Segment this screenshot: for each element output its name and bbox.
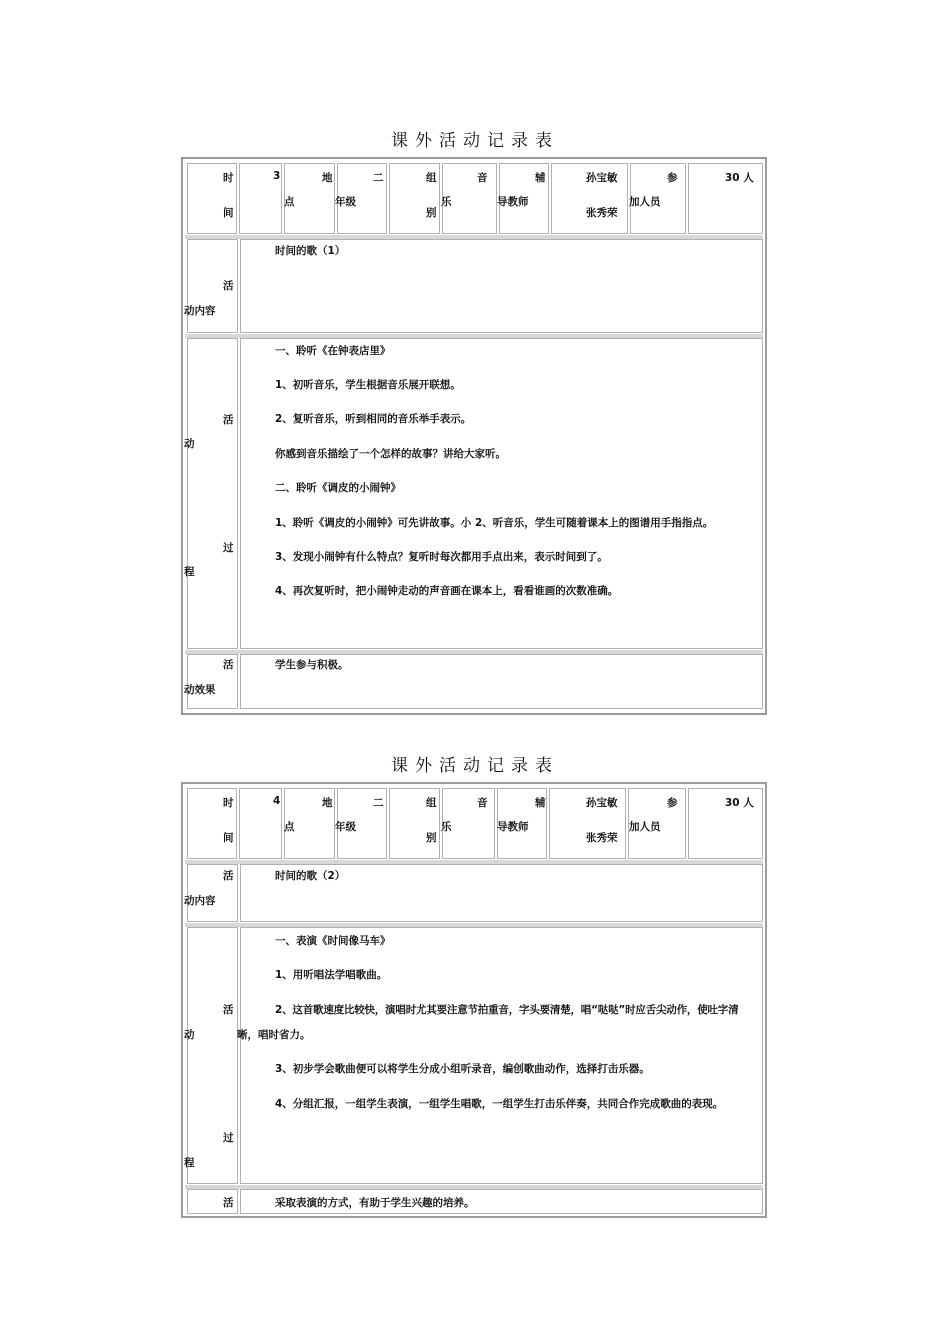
teacher-value: 张秀荣	[586, 832, 618, 844]
teacher-value: 孙宝敏	[586, 172, 618, 184]
group-label: 组	[426, 797, 437, 809]
record-title-2: 课外活动记录表	[391, 756, 559, 776]
time-label: 时	[223, 172, 234, 184]
group-value: 乐	[441, 821, 452, 833]
content-value: 时间的歌（2）	[275, 870, 346, 882]
process-label: 动	[184, 1029, 195, 1041]
content-label: 动内容	[184, 305, 216, 317]
process-value-cell	[240, 927, 763, 1184]
participants-label: 参	[667, 797, 678, 809]
place-label: 地	[322, 172, 333, 184]
place-label: 地	[322, 797, 333, 809]
process-line: 你感到音乐描绘了一个怎样的故事？讲给大家听。	[275, 448, 506, 460]
process-line: 2、复听音乐，听到相同的音乐举手表示。	[275, 413, 472, 425]
time-value: 3	[273, 170, 281, 182]
process-label: 活	[223, 1004, 234, 1016]
place-label: 点	[284, 196, 295, 208]
process-line: 1、初听音乐，学生根据音乐展开联想。	[275, 379, 461, 391]
content-label: 活	[223, 280, 234, 292]
place-value: 年级	[335, 196, 356, 208]
group-value: 乐	[441, 196, 452, 208]
effect-value: 采取表演的方式，有助于学生兴趣的培养。	[275, 1197, 475, 1209]
record-table-2	[181, 782, 767, 1218]
teacher-label: 辅	[535, 797, 546, 809]
process-label-cell	[187, 927, 238, 1184]
process-label: 程	[184, 1157, 195, 1169]
effect-value: 学生参与积极。	[275, 659, 349, 671]
group-label: 组	[426, 172, 437, 184]
group-label: 别	[426, 832, 437, 844]
teacher-label: 辅	[535, 172, 546, 184]
teacher-label: 导教师	[497, 821, 529, 833]
process-line: 2、这首歌速度比较快，演唱时尤其要注意节拍重音，字头要清楚，唱“哒哒”时应舌尖动作，使吐字清	[275, 1004, 739, 1016]
process-line: 二、聆听《调皮的小闹钟》	[275, 482, 401, 494]
effect-label: 动效果	[184, 684, 216, 696]
process-line: 4、再次复听时，把小闹钟走动的声音画在课本上，看看谁画的次数准确。	[275, 585, 619, 597]
place-label: 点	[284, 821, 295, 833]
participants-value: 30 人	[725, 172, 754, 184]
group-value: 音	[477, 172, 488, 184]
process-label: 活	[223, 414, 234, 426]
process-line: 3、发现小闹钟有什么特点？复听时每次都用手点出来，表示时间到了。	[275, 551, 608, 563]
content-value: 时间的歌（1）	[275, 245, 346, 257]
process-label: 程	[184, 566, 195, 578]
participants-value: 30 人	[725, 797, 754, 809]
process-label-cell	[187, 338, 238, 649]
time-value: 4	[273, 795, 281, 807]
effect-label: 活	[223, 1197, 234, 1209]
place-value: 二	[373, 797, 384, 809]
content-label: 活	[223, 870, 234, 882]
process-line: 晰，唱时省力。	[237, 1029, 311, 1041]
teacher-value: 张秀荣	[586, 207, 618, 219]
participants-label: 参	[667, 172, 678, 184]
process-label: 过	[223, 1132, 234, 1144]
group-value: 音	[477, 797, 488, 809]
time-label: 时	[223, 797, 234, 809]
participants-label: 加人员	[629, 196, 661, 208]
process-label: 动	[184, 438, 195, 450]
place-value: 二	[373, 172, 384, 184]
process-line: 1、聆听《调皮的小闹钟》可先讲故事。小 2、听音乐，学生可随着课本上的图谱用手指指点。	[275, 517, 714, 529]
group-label: 别	[426, 207, 437, 219]
process-label: 过	[223, 542, 234, 554]
participants-label: 加人员	[629, 821, 661, 833]
effect-label: 活	[223, 659, 234, 671]
record-table-1	[181, 157, 767, 715]
process-line: 4、分组汇报，一组学生表演，一组学生唱歌，一组学生打击乐伴奏，共同合作完成歌曲的表现。	[275, 1098, 724, 1110]
process-line: 一、聆听《在钟表店里》	[275, 345, 391, 357]
time-label: 间	[223, 207, 234, 219]
teacher-label: 导教师	[497, 196, 529, 208]
content-label: 动内容	[184, 895, 216, 907]
process-line: 1、用听唱法学唱歌曲。	[275, 969, 388, 981]
record-title-1: 课外活动记录表	[391, 131, 559, 151]
process-line: 一、表演《时间像马车》	[275, 935, 391, 947]
place-value: 年级	[335, 821, 356, 833]
teacher-value: 孙宝敏	[586, 797, 618, 809]
time-label: 间	[223, 832, 234, 844]
process-line: 3、初步学会歌曲便可以将学生分成小组听录音，编创歌曲动作，选择打击乐器。	[275, 1063, 650, 1075]
